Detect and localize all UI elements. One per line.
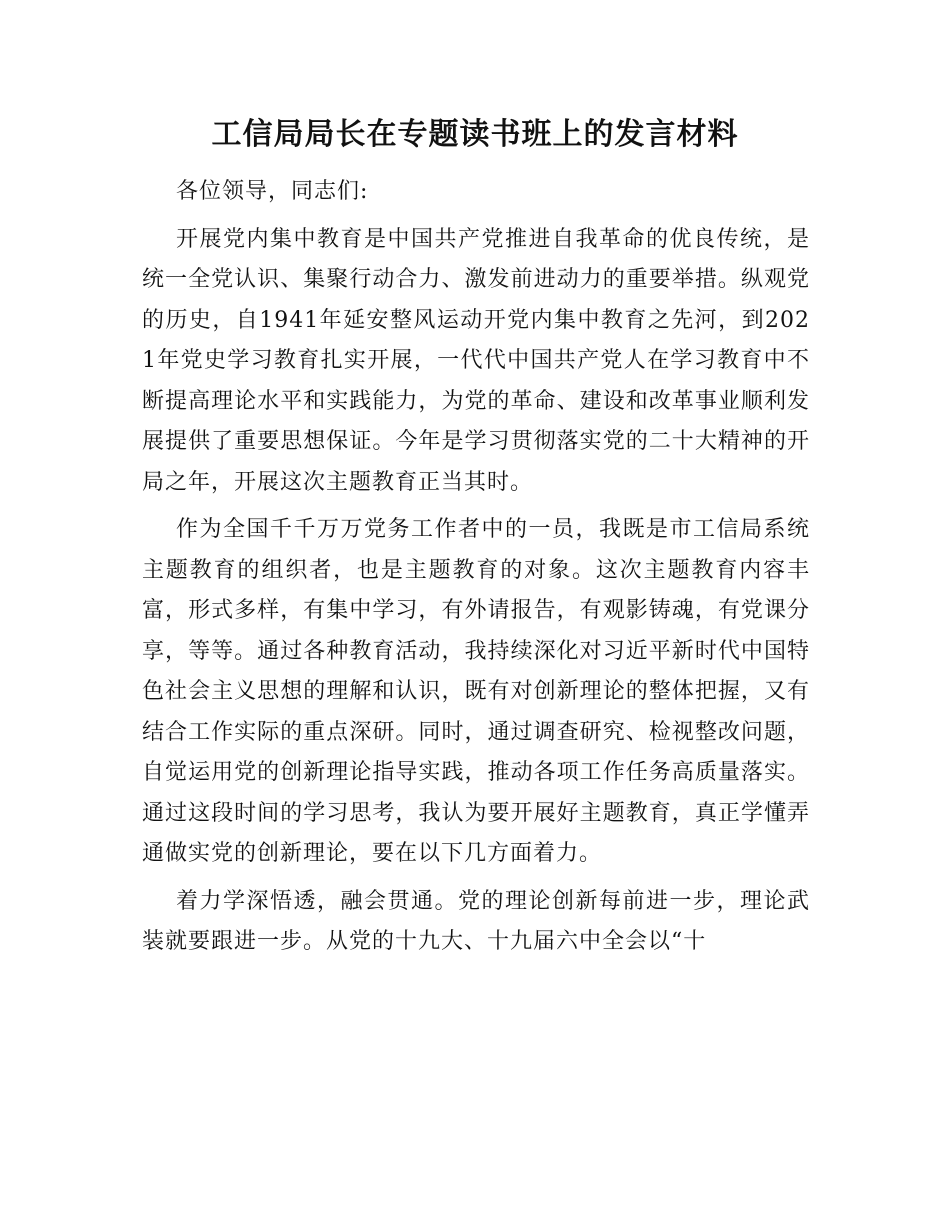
- document-body: [142, 172, 810, 970]
- paragraph-3: 着力学深悟透，融会贯通。党的理论创新每前进一步，理论武装就要跟进一步。从党的十九大、十九届六中全会以“十: [142, 888, 810, 954]
- salutation: 各位领导，同志们:: [176, 179, 369, 204]
- paragraph-2: 作为全国千千万万党务工作者中的一员，我既是市工信局系统主题教育的组织者，也是主题教育的对象。这次主题教育内容丰富，形式多样，有集中学习，有外请报告，有观影铸魂，有党课分享，等等。通过各种教育活动，我持续深化对习近平新时代中国特色社会主义思想的理解和认识，既有对创新理论的整体把握，又有结合工作实际的重点深研。同时，通过调查研究、检视整改问题，自觉运用党的创新理论指导实践，推动各项工作任务高质量落实。通过这段时间的学习思考，我认为要开展好主题教育，真正学懂弄通做实党的创新理论，要在以下几方面着力。: [142, 517, 810, 866]
- paragraph-1: 开展党内集中教育是中国共产党推进自我革命的优良传统，是统一全党认识、集聚行动合力、激发前进动力的重要举措。纵观党的历史，自1941年延安整风运动开党内集中教育之先河，到2021年党史学习教育扎实开展，一代代中国共产党人在学习教育中不断提高理论水平和实践能力，为党的革命、建设和改革事业顺利发展提供了重要思想保证。今年是学习贯彻落实党的二十大精神的开局之年，开展这次主题教育正当其时。: [142, 226, 810, 495]
- document-title: 工信局局长在专题读书班上的发言材料: [211, 117, 739, 152]
